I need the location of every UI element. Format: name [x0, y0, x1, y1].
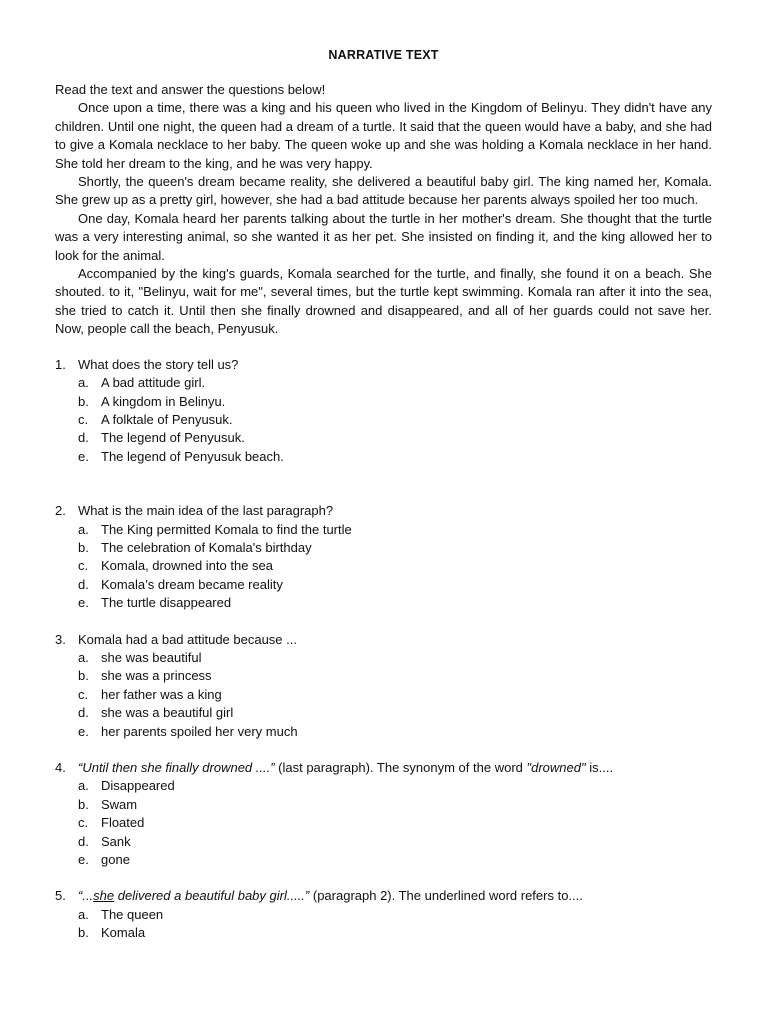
option-e [55, 723, 712, 741]
question-quote-open: “... [78, 888, 94, 904]
option-text: Floated [101, 815, 145, 831]
story-paragraph-1: Once upon a time, there was a king and his queen who lived in the Kingdom of Belinyu. They didn't have any children. Until one night, the queen had a dream of a turtle. It said that the queen would have a baby, and she had to give a Komala necklace to her baby. The queen woke up and she was holding a Komala necklace in her hand. She told her dream to the king, and he was very happy. [55, 100, 712, 171]
option-text: The King permitted Komala to find the turtle [101, 521, 352, 537]
story-paragraph-3: One day, Komala heard her parents talking about the turtle in her mother's dream. She thought that the turtle was a very interesting animal, so she wanted it as her pet. She insisted on finding it, and the king allowed her to look for the animal. [55, 210, 712, 263]
option-text: she was a princess [101, 668, 212, 684]
option-text: gone [101, 852, 130, 868]
question-1 [55, 356, 712, 466]
question-3 [55, 631, 712, 741]
option-text: The turtle disappeared [101, 595, 232, 611]
option-list [55, 374, 712, 466]
question-keyword: "drowned" [526, 760, 586, 775]
option-d [55, 833, 712, 851]
option-a [55, 649, 712, 667]
option-c [55, 411, 712, 429]
option-text: her parents spoiled her very much [101, 723, 298, 739]
option-text: Komala, drowned into the sea [101, 558, 273, 574]
option-text: Swam [101, 796, 138, 812]
question-4 [55, 759, 712, 869]
option-letter: e. [78, 852, 89, 868]
option-letter: d. [78, 430, 89, 446]
story-paragraph-4: Accompanied by the king's guards, Komala searched for the turtle, and finally, she found it on a beach. She shouted. to it, "Belinyu, wait for me", several times, but the turtle kept swimming. Komala ran after it into the sea, she tried to catch it. Until then she finally drowned and disappeared, and all of her guards could not save her. Now, people call the beach, Penyusuk. [55, 266, 712, 337]
question-text-middle: (last paragraph). The synonym of the word [274, 760, 527, 775]
option-letter: b. [78, 796, 89, 812]
option-text: A kingdom in Belinyu. [101, 393, 226, 409]
option-text: Komala [101, 925, 146, 941]
option-text: Sank [101, 833, 131, 849]
option-letter: a. [78, 906, 89, 922]
option-text: her father was a king [101, 686, 222, 702]
option-text: Komala’s dream became reality [101, 576, 283, 592]
option-b [55, 539, 712, 557]
option-text: The celebration of Komala's birthday [101, 539, 312, 555]
option-d [55, 576, 712, 594]
option-text: A bad attitude girl. [101, 375, 206, 391]
option-letter: c. [78, 558, 89, 574]
option-letter: a. [78, 521, 89, 537]
option-letter: d. [78, 705, 89, 721]
question-text: What is the main idea of the last paragraph? [78, 503, 334, 519]
option-a [55, 777, 712, 795]
underlined-word: she [93, 888, 115, 904]
option-e [55, 448, 712, 466]
question-quote: “Until then she finally drowned ....” [78, 760, 275, 775]
option-letter: d. [78, 576, 89, 592]
question-2 [55, 502, 712, 612]
option-letter: e. [78, 448, 89, 464]
option-text: The queen [101, 906, 164, 922]
option-text: A folktale of Penyusuk. [101, 411, 233, 427]
question-text-end: (paragraph 2). The underlined word refers to.... [309, 888, 583, 904]
option-list [55, 906, 712, 943]
option-b [55, 667, 712, 685]
option-c [55, 686, 712, 704]
option-letter: a. [78, 375, 89, 391]
option-letter: a. [78, 649, 89, 665]
option-d [55, 429, 712, 447]
option-letter: e. [78, 723, 89, 739]
question-number: 4. [55, 760, 66, 775]
option-b [55, 796, 712, 814]
question-number: 3. [55, 631, 66, 647]
option-c [55, 814, 712, 832]
question-5 [55, 887, 712, 942]
option-text: she was beautiful [101, 649, 202, 665]
question-text: Komala had a bad attitude because ... [78, 631, 297, 647]
question-text [78, 887, 583, 905]
option-letter: b. [78, 668, 89, 684]
page-title: NARRATIVE TEXT [328, 48, 439, 62]
option-e [55, 851, 712, 869]
option-text: The legend of Penyusuk. [101, 430, 245, 446]
option-list [55, 521, 712, 613]
story-paragraph-2: Shortly, the queen's dream became reality, she delivered a beautiful baby girl. The king named her, Komala. She grew up as a pretty girl, however, she had a bad attitude because her parents always spoiled her too much. [55, 174, 712, 208]
option-letter: b. [78, 539, 89, 555]
question-quote-rest: delivered a beautiful baby girl.....” [114, 888, 310, 904]
option-a [55, 374, 712, 392]
question-number: 1. [55, 356, 66, 372]
question-text [78, 759, 613, 777]
option-list [55, 649, 712, 741]
option-b [55, 924, 712, 942]
option-letter: c. [78, 686, 89, 702]
option-text: Disappeared [101, 778, 175, 794]
option-letter: b. [78, 925, 89, 941]
option-letter: c. [78, 815, 89, 831]
option-letter: d. [78, 833, 89, 849]
option-text: The legend of Penyusuk beach. [101, 448, 284, 464]
question-list [55, 356, 712, 943]
question-number: 2. [55, 503, 66, 519]
option-letter: a. [78, 778, 89, 794]
option-e [55, 594, 712, 612]
option-letter: b. [78, 393, 89, 409]
option-list [55, 777, 712, 869]
question-number: 5. [55, 888, 66, 904]
option-text: she was a beautiful girl [101, 705, 234, 721]
option-d [55, 704, 712, 722]
option-a [55, 906, 712, 924]
option-a [55, 521, 712, 539]
question-text-end: is.... [585, 760, 614, 775]
option-c [55, 557, 712, 575]
instructions: Read the text and answer the questions below! [55, 82, 326, 97]
question-text: What does the story tell us? [78, 356, 239, 372]
option-b [55, 393, 712, 411]
option-letter: c. [78, 411, 89, 427]
option-letter: e. [78, 595, 89, 611]
